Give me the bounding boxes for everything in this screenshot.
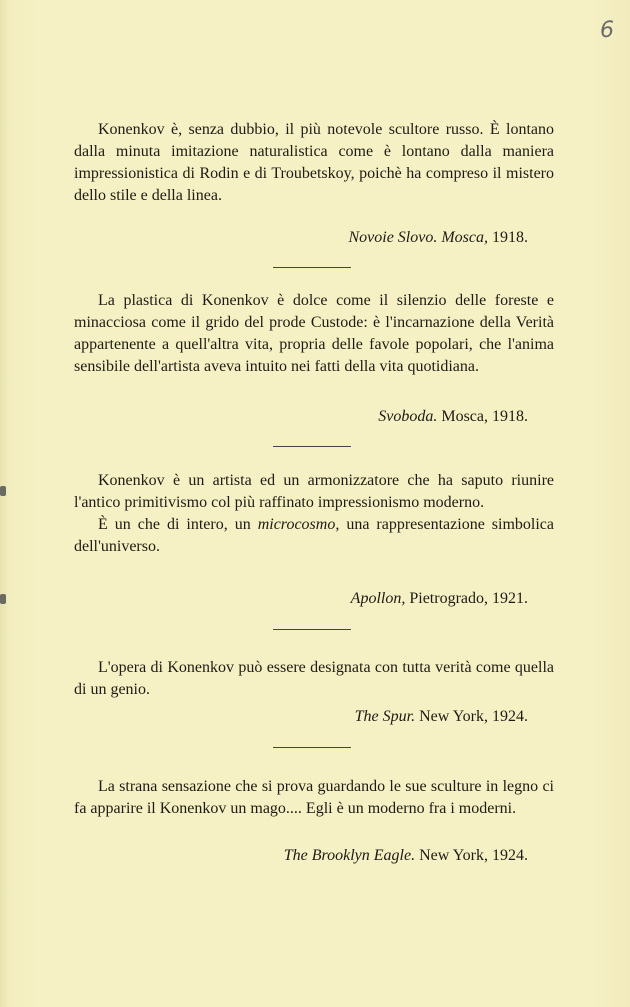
separator-rule [273, 446, 351, 447]
source-title: Apollon, [350, 590, 406, 607]
source-rest: New York, 1924. [419, 847, 528, 864]
quote-source [351, 590, 528, 608]
source-rest: Pietrogrado, 1921. [409, 590, 528, 607]
source-rest: Mosca, 1918. [441, 408, 528, 425]
quote-2 [74, 290, 554, 378]
quote-text-part: una rappresentazione simbolica dell'universo. [74, 516, 554, 555]
binding-hole [0, 486, 6, 496]
binding-hole [0, 594, 6, 604]
quote-text: L'opera di Konenkov può essere designata con tutta verità come quella di un genio. [74, 659, 554, 698]
quote-text-continued [74, 514, 554, 558]
separator-rule [273, 629, 351, 630]
quote-text: Konenkov è un artista ed un armonizzatore che ha saputo riunire l'antico primitivismo col più raffinato impressionismo moderno. [74, 472, 554, 511]
quote-source [284, 847, 528, 865]
source-rest: New York, 1924. [419, 708, 528, 725]
quote-text-emphasis: microcosmo, [257, 516, 340, 533]
quote-1 [74, 119, 554, 207]
quote-text: La plastica di Konenkov è dolce come il silenzio delle foreste e minacciosa come il grido del prode Custode: è l'incarnazione della Verità appartenente a quell'altra vita, propria delle favole popolari, che l'anima sensibile dell'artista aveva intuito nei fatti della vita quotidiana. [74, 292, 554, 375]
quote-source [348, 229, 528, 247]
quote-text-part: È un che di intero, un [98, 516, 258, 533]
quote-text: Konenkov è, senza dubbio, il più notevole scultore russo. È lontano dalla minuta imitazione naturalistica come è lontano dalla maniera impressionistica di Rodin e di Troubetskoy, poichè ha compreso il mistero dello stile e della linea. [74, 121, 554, 204]
quote-3 [74, 470, 554, 558]
page-number: 6 [600, 18, 614, 43]
source-year: 1918. [492, 229, 528, 246]
source-title: Novoie Slovo. Mosca, [348, 229, 488, 246]
quote-source [355, 708, 528, 726]
separator-rule [273, 747, 351, 748]
quote-text: La strana sensazione che si prova guardando le sue sculture in legno ci fa apparire il Konenkov un mago.... Egli è un moderno fra i moderni. [74, 778, 554, 817]
source-title: The Brooklyn Eagle. [283, 847, 416, 864]
separator-rule [273, 267, 351, 268]
source-title: Svoboda. [378, 408, 438, 425]
quote-4 [74, 657, 554, 701]
quote-source [378, 408, 528, 426]
quote-5 [74, 776, 554, 820]
source-title: The Spur. [354, 708, 416, 725]
